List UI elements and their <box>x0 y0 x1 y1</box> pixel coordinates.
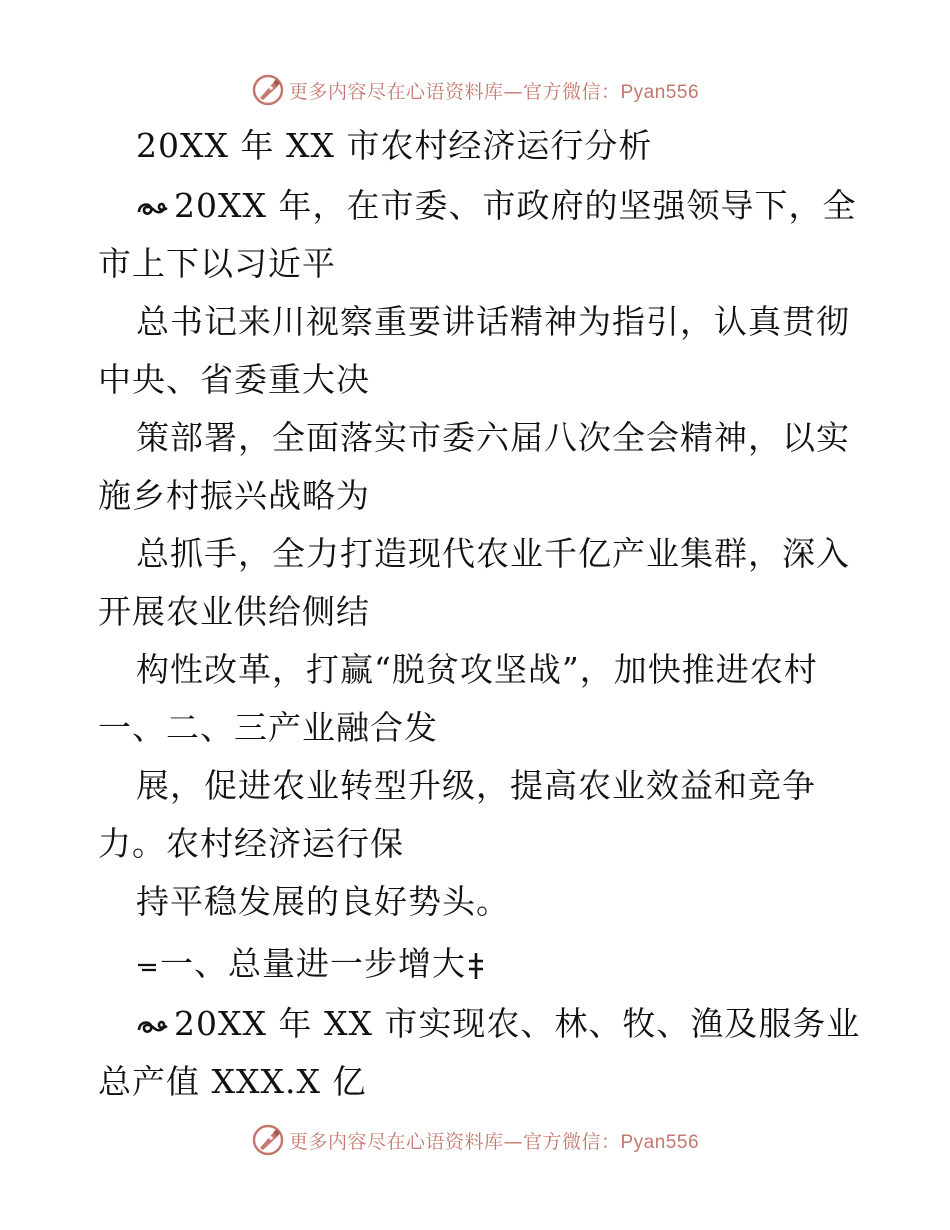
paragraph-line: 20XX 年，在市委、市政府的坚强领导下，全 <box>136 186 856 226</box>
paragraph-line: 施乡村振兴战略为 <box>98 476 370 515</box>
bullet-swirl-icon <box>136 196 172 220</box>
paragraph-line: 市上下以习近平 <box>98 244 336 283</box>
pen-nib-circle-logo <box>251 1123 285 1157</box>
paragraph-line: 总书记来川视察重要讲话精神为指引，认真贯彻 <box>136 302 850 341</box>
paragraph-line: 展，促进农业转型升级，提高农业效益和竞争 <box>136 766 816 805</box>
paragraph-line: 总产值 XXX.X 亿 <box>98 1062 367 1101</box>
paragraph-line: 构性改革，打赢“脱贫攻坚战”，加快推进农村 <box>136 650 818 689</box>
heading-dash-icon <box>136 956 158 976</box>
paragraph-line: 一、二、三产业融合发 <box>98 708 438 747</box>
paragraph-line: 总抓手，全力打造现代农业千亿产业集群，深入 <box>136 534 850 573</box>
paragraph-line: 开展农业供给侧结 <box>98 592 370 631</box>
bullet-swirl-icon <box>136 1014 172 1038</box>
double-dagger-icon <box>466 951 486 981</box>
paragraph-line: 力。农村经济运行保 <box>98 824 404 863</box>
watermark-text: 更多内容尽在心语资料库—官方微信：Pyan556 <box>288 1130 700 1153</box>
watermark-text: 更多内容尽在心语资料库—官方微信：Pyan556 <box>288 80 700 103</box>
document-title: 20XX 年 XX 市农村经济运行分析 <box>136 126 653 165</box>
paragraph-line: 持平稳发展的良好势头。 <box>136 882 510 921</box>
paragraph-line: 中央、省委重大决 <box>98 360 370 399</box>
paragraph-line: 20XX 年 XX 市实现农、林、牧、渔及服务业 <box>136 1004 860 1044</box>
watermark-banner-bottom <box>0 1120 950 1160</box>
paragraph-line: 策部署，全面落实市委六届八次全会精神，以实 <box>136 418 850 457</box>
section-heading: 一、总量进一步增大 <box>136 944 488 984</box>
